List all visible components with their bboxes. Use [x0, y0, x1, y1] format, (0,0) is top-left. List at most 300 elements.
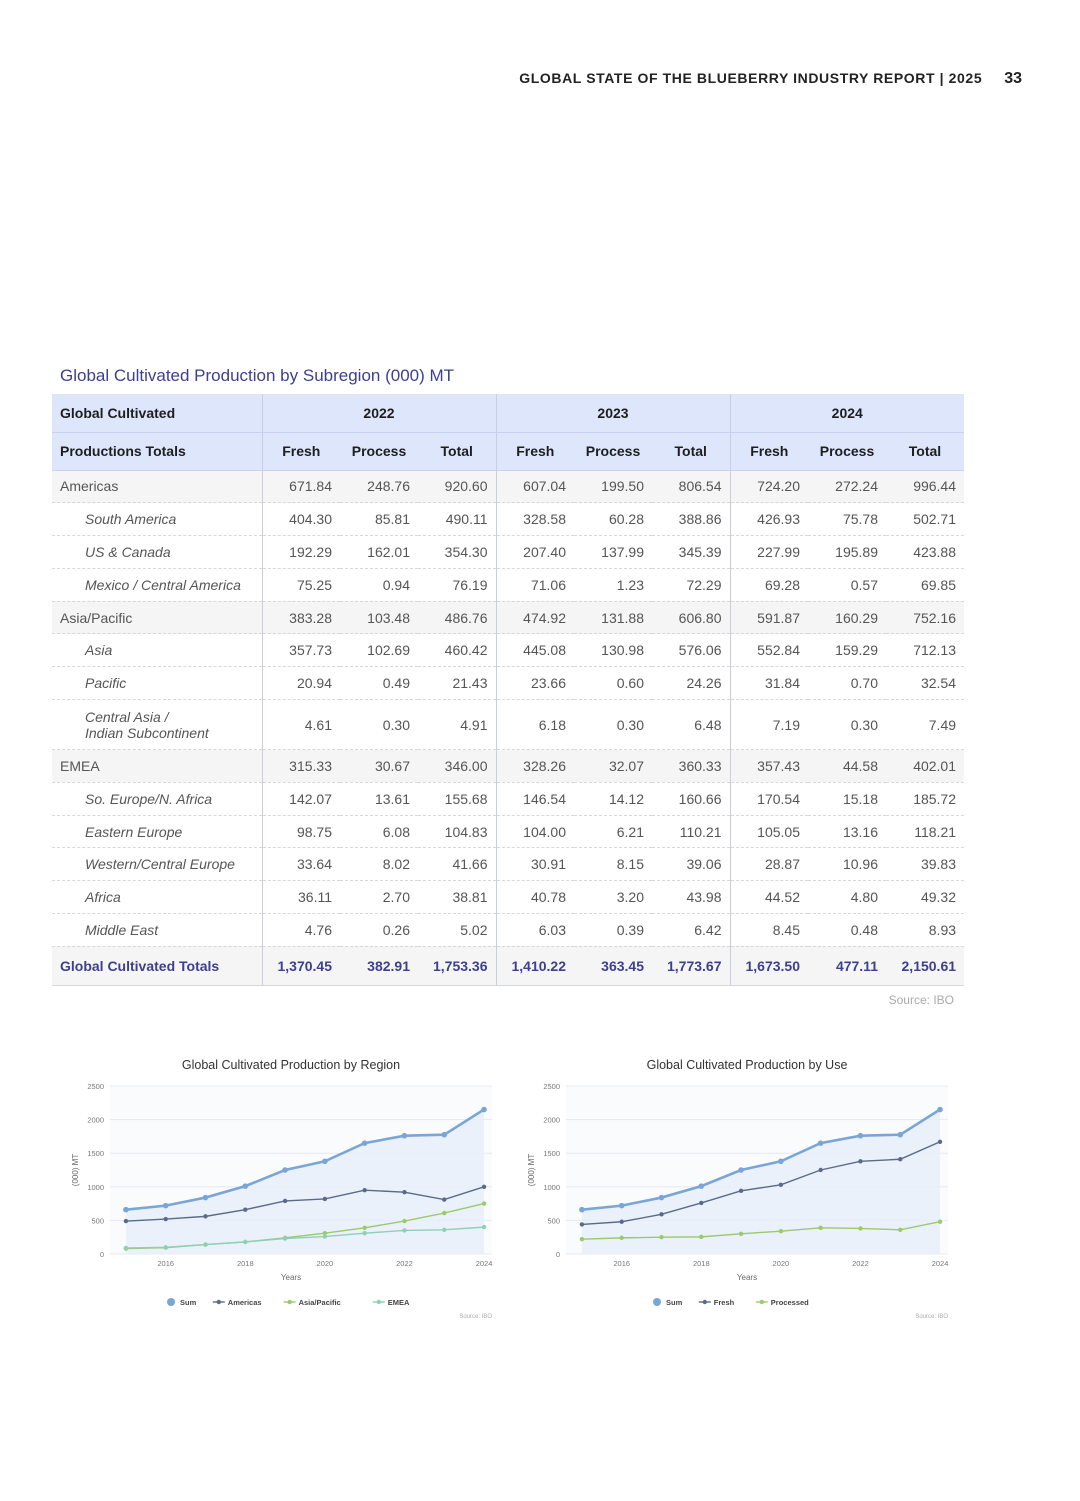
table-cell: 227.99 — [730, 536, 808, 569]
data-point-sum — [282, 1167, 288, 1173]
legend-label-sum: Sum — [180, 1298, 197, 1307]
table-cell: 4.80 — [808, 881, 886, 914]
table-cell: 0.26 — [340, 914, 418, 947]
table-cell: 170.54 — [730, 782, 808, 815]
x-tick-label: 2016 — [613, 1259, 631, 1268]
row-label — [52, 750, 262, 783]
table-cell: 6.42 — [652, 914, 730, 947]
table-cell: 85.81 — [340, 503, 418, 536]
table-cell: 426.93 — [730, 503, 808, 536]
data-point-emea — [323, 1234, 327, 1238]
table-header-row-subcols — [52, 432, 964, 470]
y-tick-label: 1500 — [87, 1149, 104, 1159]
data-point-sum — [937, 1107, 943, 1113]
data-point-fresh — [699, 1201, 703, 1205]
table-cell: 996.44 — [886, 470, 964, 503]
row-label — [52, 700, 262, 750]
row-label — [52, 914, 262, 947]
table-cell: 30.67 — [340, 750, 418, 783]
table-cell: 5.02 — [418, 914, 496, 947]
data-point-emea — [243, 1240, 247, 1244]
data-point-asia-pacific — [442, 1211, 446, 1215]
x-tick-label: 2022 — [852, 1259, 869, 1268]
data-point-asia-pacific — [482, 1201, 486, 1205]
y-tick-label: 0 — [555, 1250, 560, 1259]
y-tick-label: 500 — [547, 1216, 560, 1226]
chart-source: Source: IBO — [459, 1314, 492, 1320]
row-label — [52, 470, 262, 503]
legend-label-americas: Americas — [227, 1298, 262, 1307]
table-cell: 445.08 — [496, 634, 574, 667]
row-label — [52, 782, 262, 815]
table-cell: 360.33 — [652, 750, 730, 783]
data-point-sum — [362, 1140, 368, 1146]
table-cell: 552.84 — [730, 634, 808, 667]
production-table — [52, 394, 964, 986]
table-cell: 315.33 — [262, 750, 340, 783]
table-cell: 130.98 — [574, 634, 652, 667]
table-cell: 591.87 — [730, 601, 808, 634]
table-cell: 357.43 — [730, 750, 808, 783]
data-point-processed — [938, 1220, 942, 1224]
data-point-sum — [123, 1207, 129, 1213]
table-row — [52, 536, 964, 569]
total-label: Global Cultivated Totals — [52, 946, 262, 985]
table-cell: 102.69 — [340, 634, 418, 667]
data-point-processed — [898, 1228, 902, 1232]
table-cell: 104.83 — [418, 815, 496, 848]
subcol-header: Total — [418, 432, 496, 470]
subcol-header: Fresh — [262, 432, 340, 470]
legend-marker-sum — [167, 1298, 175, 1306]
table-cell: 20.94 — [262, 667, 340, 700]
row-label-text: Indian Subcontinent — [85, 724, 209, 741]
subcol-header: Total — [886, 432, 964, 470]
table-row — [52, 881, 964, 914]
table-cell: 357.73 — [262, 634, 340, 667]
table-cell: 806.54 — [652, 470, 730, 503]
data-point-sum — [402, 1133, 408, 1139]
total-cell: 363.45 — [574, 946, 652, 985]
table-cell: 192.29 — [262, 536, 340, 569]
table-cell: 0.70 — [808, 667, 886, 700]
table-cell: 345.39 — [652, 536, 730, 569]
y-tick-label: 1500 — [543, 1149, 560, 1159]
table-cell: 354.30 — [418, 536, 496, 569]
header-label-1: Global Cultivated — [52, 394, 262, 432]
table-cell: 13.61 — [340, 782, 418, 815]
table-cell: 460.42 — [418, 634, 496, 667]
data-point-sum — [778, 1158, 784, 1164]
table-row — [52, 815, 964, 848]
table-cell: 6.08 — [340, 815, 418, 848]
data-point-sum — [579, 1207, 585, 1213]
table-cell: 142.07 — [262, 782, 340, 815]
row-label-text: Eastern Europe — [85, 823, 183, 840]
data-point-americas — [362, 1188, 366, 1192]
total-cell: 1,753.36 — [418, 946, 496, 985]
table-cell: 486.76 — [418, 601, 496, 634]
row-label-text: So. Europe/N. Africa — [85, 790, 213, 807]
data-point-emea — [164, 1245, 168, 1249]
table-cell: 44.52 — [730, 881, 808, 914]
table-cell: 606.80 — [652, 601, 730, 634]
data-point-americas — [323, 1197, 327, 1201]
data-point-emea — [362, 1231, 366, 1235]
legend-label-sum: Sum — [666, 1298, 683, 1307]
data-point-americas — [402, 1190, 406, 1194]
table-cell: 671.84 — [262, 470, 340, 503]
table-cell: 103.48 — [340, 601, 418, 634]
row-label — [52, 601, 262, 634]
data-point-sum — [619, 1203, 625, 1209]
table-cell: 4.61 — [262, 700, 340, 750]
table-row — [52, 667, 964, 700]
row-label-text: South America — [85, 511, 177, 528]
table-cell: 32.54 — [886, 667, 964, 700]
row-label-text: Americas — [60, 478, 119, 495]
table-row — [52, 848, 964, 881]
table-cell: 7.49 — [886, 700, 964, 750]
table-cell: 724.20 — [730, 470, 808, 503]
table-cell: 32.07 — [574, 750, 652, 783]
table-cell: 49.32 — [886, 881, 964, 914]
legend-label-asia-pacific: Asia/Pacific — [298, 1298, 341, 1307]
x-tick-label: 2018 — [236, 1259, 254, 1268]
table-cell: 71.06 — [496, 568, 574, 601]
table-cell: 0.49 — [340, 667, 418, 700]
table-cell: 31.84 — [730, 667, 808, 700]
table-cell: 33.64 — [262, 848, 340, 881]
table-cell: 36.11 — [262, 881, 340, 914]
chart-source: Source: IBO — [915, 1314, 948, 1320]
table-cell: 4.76 — [262, 914, 340, 947]
data-point-fresh — [779, 1183, 783, 1187]
year-header: 2022 — [262, 394, 496, 432]
table-cell: 13.16 — [808, 815, 886, 848]
subcol-header: Total — [652, 432, 730, 470]
x-axis-label: Years — [280, 1273, 302, 1282]
table-cell: 490.11 — [418, 503, 496, 536]
data-point-emea — [402, 1228, 406, 1232]
table-cell: 0.57 — [808, 568, 886, 601]
row-label — [52, 634, 262, 667]
table-cell: 404.30 — [262, 503, 340, 536]
total-cell: 382.91 — [340, 946, 418, 985]
chart-by-region — [52, 1050, 522, 1330]
table-cell: 0.30 — [808, 700, 886, 750]
subcol-header: Fresh — [730, 432, 808, 470]
row-label — [52, 568, 262, 601]
legend-marker-emea — [377, 1300, 381, 1304]
data-point-processed — [580, 1237, 584, 1241]
y-tick-label: 2500 — [543, 1082, 560, 1091]
data-point-fresh — [818, 1168, 822, 1172]
header-label-2: Productions Totals — [52, 432, 262, 470]
data-point-sum — [698, 1183, 704, 1189]
table-cell: 423.88 — [886, 536, 964, 569]
legend-label-fresh: Fresh — [713, 1298, 735, 1307]
data-point-sum — [738, 1167, 744, 1173]
table-cell: 8.93 — [886, 914, 964, 947]
table-cell: 110.21 — [652, 815, 730, 848]
year-header: 2024 — [730, 394, 964, 432]
table-cell: 72.29 — [652, 568, 730, 601]
data-point-sum — [203, 1195, 209, 1201]
table-cell: 44.58 — [808, 750, 886, 783]
data-point-sum — [659, 1195, 665, 1201]
y-tick-label: 1000 — [87, 1182, 104, 1192]
table-row — [52, 503, 964, 536]
data-point-sum — [481, 1107, 487, 1113]
data-point-americas — [283, 1199, 287, 1203]
data-point-americas — [482, 1185, 486, 1189]
total-cell: 1,370.45 — [262, 946, 340, 985]
table-cell: 207.40 — [496, 536, 574, 569]
y-tick-label: 500 — [91, 1216, 104, 1226]
table-cell: 199.50 — [574, 470, 652, 503]
table-cell: 6.03 — [496, 914, 574, 947]
table-cell: 328.26 — [496, 750, 574, 783]
data-point-americas — [164, 1217, 168, 1221]
table-cell: 40.78 — [496, 881, 574, 914]
table-cell: 10.96 — [808, 848, 886, 881]
table-cell: 576.06 — [652, 634, 730, 667]
table-row — [52, 782, 964, 815]
data-point-sum — [858, 1133, 864, 1139]
row-label-text: Africa — [85, 889, 121, 906]
data-point-processed — [818, 1226, 822, 1230]
data-point-emea — [124, 1246, 128, 1250]
y-tick-label: 1000 — [543, 1182, 560, 1192]
total-cell: 1,773.67 — [652, 946, 730, 985]
table-cell: 60.28 — [574, 503, 652, 536]
x-tick-label: 2018 — [692, 1259, 710, 1268]
chart-by-use — [508, 1050, 978, 1330]
y-tick-label: 2000 — [543, 1115, 560, 1125]
row-label — [52, 815, 262, 848]
production-table-container — [52, 394, 964, 986]
table-cell: 607.04 — [496, 470, 574, 503]
table-cell: 712.13 — [886, 634, 964, 667]
table-cell: 159.29 — [808, 634, 886, 667]
page-header — [519, 70, 1022, 88]
table-cell: 6.18 — [496, 700, 574, 750]
table-cell: 0.94 — [340, 568, 418, 601]
table-cell: 75.25 — [262, 568, 340, 601]
legend-label-emea: EMEA — [387, 1298, 410, 1307]
data-point-fresh — [659, 1212, 663, 1216]
data-point-processed — [858, 1226, 862, 1230]
data-point-processed — [779, 1229, 783, 1233]
data-point-americas — [124, 1219, 128, 1223]
total-cell: 477.11 — [808, 946, 886, 985]
table-cell: 6.21 — [574, 815, 652, 848]
x-tick-label: 2016 — [157, 1259, 175, 1268]
table-cell: 7.19 — [730, 700, 808, 750]
data-point-sum — [897, 1132, 903, 1138]
data-point-emea — [203, 1242, 207, 1246]
table-cell: 118.21 — [886, 815, 964, 848]
table-body — [52, 470, 964, 985]
data-point-processed — [659, 1235, 663, 1239]
data-point-sum — [441, 1132, 447, 1138]
legend-marker-fresh — [703, 1300, 707, 1304]
data-point-emea — [442, 1228, 446, 1232]
table-cell: 105.05 — [730, 815, 808, 848]
table-cell: 39.83 — [886, 848, 964, 881]
table-cell: 69.28 — [730, 568, 808, 601]
table-cell: 24.26 — [652, 667, 730, 700]
table-cell: 328.58 — [496, 503, 574, 536]
table-cell: 23.66 — [496, 667, 574, 700]
table-cell: 402.01 — [886, 750, 964, 783]
row-label-text: Asia — [85, 642, 113, 659]
total-cell: 1,410.22 — [496, 946, 574, 985]
subcol-header: Fresh — [496, 432, 574, 470]
total-cell: 1,673.50 — [730, 946, 808, 985]
table-cell: 8.45 — [730, 914, 808, 947]
table-row — [52, 601, 964, 634]
table-cell: 920.60 — [418, 470, 496, 503]
table-cell: 160.66 — [652, 782, 730, 815]
data-point-processed — [739, 1232, 743, 1236]
data-point-processed — [699, 1235, 703, 1239]
table-title: Global Cultivated Production by Subregion (000) MT — [60, 366, 455, 385]
table-cell: 383.28 — [262, 601, 340, 634]
table-cell: 0.30 — [574, 700, 652, 750]
x-tick-label: 2020 — [772, 1259, 790, 1268]
row-label — [52, 667, 262, 700]
table-cell: 38.81 — [418, 881, 496, 914]
table-cell: 0.60 — [574, 667, 652, 700]
row-label-text: Western/Central Europe — [85, 856, 235, 873]
table-cell: 155.68 — [418, 782, 496, 815]
data-point-fresh — [739, 1189, 743, 1193]
y-axis-label: (000) MT — [527, 1153, 536, 1187]
table-row — [52, 568, 964, 601]
table-cell: 160.29 — [808, 601, 886, 634]
row-label-text: Asia/Pacific — [60, 609, 133, 626]
x-tick-label: 2020 — [316, 1259, 334, 1268]
data-point-americas — [442, 1197, 446, 1201]
report-title: GLOBAL STATE OF THE BLUEBERRY INDUSTRY REPORT | 2025 — [519, 70, 983, 86]
row-label-text: Mexico / Central America — [85, 576, 241, 593]
row-label-text: Central Asia / — [85, 708, 169, 725]
table-header-row-years — [52, 394, 964, 432]
table-cell: 104.00 — [496, 815, 574, 848]
legend-marker-processed — [760, 1300, 764, 1304]
row-label — [52, 881, 262, 914]
x-tick-label: 2022 — [396, 1259, 413, 1268]
data-point-asia-pacific — [362, 1226, 366, 1230]
y-axis-label: (000) MT — [71, 1153, 80, 1187]
table-cell: 272.24 — [808, 470, 886, 503]
table-cell: 41.66 — [418, 848, 496, 881]
row-label — [52, 503, 262, 536]
x-tick-label: 2024 — [931, 1259, 949, 1268]
table-cell: 474.92 — [496, 601, 574, 634]
table-cell: 2.70 — [340, 881, 418, 914]
table-cell: 43.98 — [652, 881, 730, 914]
data-point-fresh — [938, 1140, 942, 1144]
data-point-asia-pacific — [402, 1219, 406, 1223]
chart-title: Global Cultivated Production by Region — [181, 1058, 401, 1072]
table-cell: 76.19 — [418, 568, 496, 601]
subcol-header: Process — [808, 432, 886, 470]
data-point-emea — [283, 1236, 287, 1240]
table-cell: 146.54 — [496, 782, 574, 815]
table-cell: 69.85 — [886, 568, 964, 601]
table-cell: 39.06 — [652, 848, 730, 881]
row-label-text: EMEA — [60, 757, 100, 774]
data-point-processed — [620, 1236, 624, 1240]
table-cell: 8.02 — [340, 848, 418, 881]
data-point-sum — [163, 1203, 169, 1209]
legend-label-processed: Processed — [770, 1298, 809, 1307]
table-cell: 14.12 — [574, 782, 652, 815]
row-label — [52, 848, 262, 881]
table-row — [52, 470, 964, 503]
table-cell: 28.87 — [730, 848, 808, 881]
table-total-row — [52, 946, 964, 985]
table-cell: 162.01 — [340, 536, 418, 569]
table-cell: 98.75 — [262, 815, 340, 848]
total-cell: 2,150.61 — [886, 946, 964, 985]
subcol-header: Process — [340, 432, 418, 470]
table-cell: 8.15 — [574, 848, 652, 881]
table-row — [52, 700, 964, 750]
table-cell: 185.72 — [886, 782, 964, 815]
table-cell: 502.71 — [886, 503, 964, 536]
table-row — [52, 914, 964, 947]
table-cell: 21.43 — [418, 667, 496, 700]
y-tick-label: 0 — [99, 1250, 104, 1259]
table-cell: 30.91 — [496, 848, 574, 881]
data-point-emea — [482, 1225, 486, 1229]
table-cell: 0.39 — [574, 914, 652, 947]
table-row — [52, 750, 964, 783]
data-point-fresh — [580, 1222, 584, 1226]
table-cell: 346.00 — [418, 750, 496, 783]
chart-title: Global Cultivated Production by Use — [646, 1058, 848, 1072]
table-row — [52, 634, 964, 667]
x-tick-label: 2024 — [475, 1259, 493, 1268]
row-label-text: Middle East — [85, 921, 159, 938]
table-cell: 0.30 — [340, 700, 418, 750]
table-cell: 75.78 — [808, 503, 886, 536]
y-tick-label: 2500 — [87, 1082, 104, 1091]
table-cell: 0.48 — [808, 914, 886, 947]
subcol-header: Process — [574, 432, 652, 470]
legend-marker-asia-pacific — [287, 1300, 291, 1304]
table-cell: 248.76 — [340, 470, 418, 503]
y-tick-label: 2000 — [87, 1115, 104, 1125]
row-label-text: Pacific — [85, 675, 127, 692]
table-cell: 15.18 — [808, 782, 886, 815]
table-cell: 752.16 — [886, 601, 964, 634]
page-number: 33 — [1004, 70, 1022, 87]
row-label — [52, 536, 262, 569]
table-cell: 195.89 — [808, 536, 886, 569]
data-point-fresh — [858, 1159, 862, 1163]
row-label-text: US & Canada — [85, 543, 171, 560]
data-point-americas — [203, 1214, 207, 1218]
data-point-fresh — [898, 1157, 902, 1161]
table-cell: 388.86 — [652, 503, 730, 536]
data-point-fresh — [620, 1220, 624, 1224]
data-point-sum — [242, 1183, 248, 1189]
